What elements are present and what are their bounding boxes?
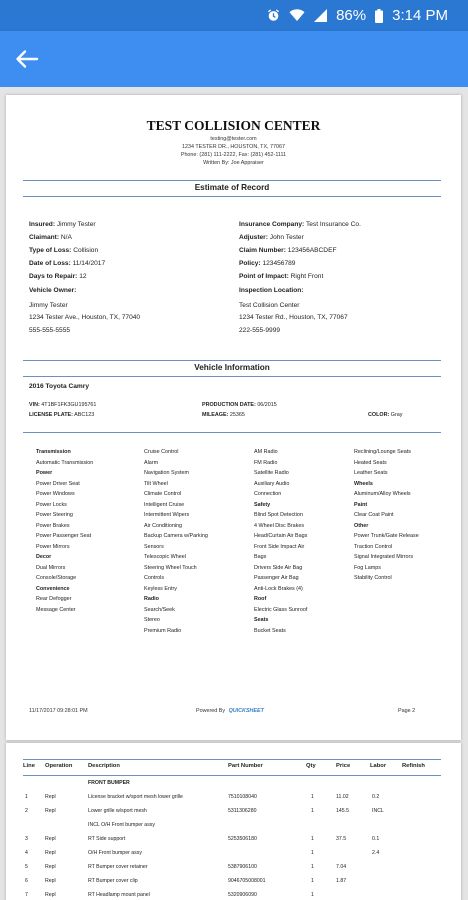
option-item: Connection [254, 491, 282, 497]
column-header: Labor [370, 763, 387, 769]
table-cell-desc: License bracket w/sport mesh lower grille [88, 794, 183, 800]
table-cell-desc: RT Bumper cover clip [88, 878, 138, 884]
option-item: Climate Control [144, 491, 182, 497]
option-item: Automatic Transmission [36, 459, 94, 466]
estimate-field [29, 287, 76, 294]
table-cell-price: 145.5 [336, 808, 349, 814]
field-label: Point of Impact: [239, 273, 289, 280]
owner-address: 1234 Tester Ave., Houston, TX, 77040 [29, 314, 141, 321]
option-item: Anti-Lock Brakes (4) [254, 585, 303, 592]
estimate-field [239, 273, 323, 280]
table-cell-op: Repl [45, 878, 56, 884]
option-group-heading: Radio [144, 596, 159, 602]
option-item: Steering Wheel Touch [144, 564, 197, 571]
option-item: Premium Radio [144, 627, 182, 634]
divider [23, 360, 441, 361]
inspection-address: 1234 Tester Rd., Houston, TX, 77067 [239, 314, 348, 321]
table-cell-line: 5 [25, 864, 28, 870]
wifi-icon [289, 9, 305, 22]
company-phone: Phone: (281) 111-2222, Fax: (281) 452-1111 [180, 152, 287, 158]
license-plate: LICENSE PLATE: ABC123 [29, 412, 95, 418]
table-cell-line: 1 [25, 794, 28, 800]
option-item: Power Locks [36, 501, 67, 508]
estimate-field [29, 234, 72, 241]
mileage: MILEAGE: 25365 [202, 412, 245, 418]
option-item: Reclining/Lounge Seats [354, 449, 411, 455]
field-value: Test Insurance Co. [305, 221, 361, 228]
option-item: Blind Spot Detection [254, 512, 303, 518]
section-estimate-heading: Estimate of Record [194, 183, 270, 192]
table-cell-qty: 1 [311, 878, 314, 884]
table-cell-line: 2 [25, 808, 28, 814]
battery-icon [375, 9, 383, 23]
option-item: Intermittent Wipers [144, 512, 190, 518]
option-group-heading: Other [354, 522, 369, 529]
option-item: Message Center [36, 606, 76, 613]
field-label: Insured: [29, 221, 56, 228]
option-item: Aluminum/Alloy Wheels [354, 491, 411, 497]
option-item: Search/Seek [144, 606, 175, 613]
option-item: AM Radio [254, 449, 278, 455]
table-cell-line: 4 [25, 850, 28, 856]
table-cell-op: Repl [45, 850, 56, 856]
option-group-heading: Wheels [354, 480, 373, 487]
option-item: Telescopic Wheel [144, 554, 186, 560]
field-label: Claim Number: [239, 247, 286, 254]
option-item: Heated Seats [354, 459, 387, 466]
arrow-left-icon [15, 49, 39, 69]
option-group-heading: Transmission [36, 449, 71, 455]
inspection-name: Test Collision Center [239, 302, 300, 309]
option-group-heading: Paint [354, 501, 368, 508]
table-cell-labor: INCL [372, 808, 384, 814]
table-cell-op: Repl [45, 864, 56, 870]
option-item: Fog Lamps [354, 564, 381, 571]
option-item: Navigation System [144, 470, 189, 476]
vehicle-color: COLOR: Gray [368, 412, 403, 418]
estimate-field [239, 287, 303, 294]
column-header: Refinish [402, 763, 425, 769]
option-item: Power Steering [36, 512, 73, 518]
field-label: Inspection Location: [239, 287, 304, 294]
table-cell-part: 7510108040 [228, 794, 257, 800]
table-cell-desc: O/H Front bumper assy [88, 850, 142, 856]
option-item: FM Radio [254, 459, 278, 466]
table-cell-part: 5253506180 [228, 836, 257, 842]
option-item: Power Passenger Seat [36, 533, 92, 539]
document-viewer[interactable] [0, 87, 468, 900]
table-cell-labor: 2.4 [372, 850, 380, 856]
table-cell-line: 7 [25, 892, 28, 898]
option-item: Drivers Side Air Bag [254, 564, 303, 571]
option-item: Power Brakes [36, 522, 70, 529]
footer-timestamp: 11/17/2017 09:28:01 PM [29, 708, 88, 714]
option-item: Auxiliary Audio [254, 480, 290, 487]
option-group-heading: Convenience [36, 585, 70, 592]
divider [23, 775, 441, 776]
table-cell-qty: 1 [311, 864, 314, 870]
column-header: Operation [45, 763, 73, 769]
table-cell-op: Repl [45, 836, 56, 842]
back-button[interactable] [10, 43, 44, 75]
vehicle-name: 2016 Toyota Camry [29, 383, 89, 390]
footer-powered-by: Powered By QUICKSHEET [196, 708, 264, 714]
divider [23, 180, 441, 181]
table-cell-line: 3 [25, 836, 28, 842]
option-group-heading: Decor [36, 554, 52, 560]
option-item: Front Side Impact Air [254, 543, 305, 550]
table-cell-op: Repl [45, 892, 56, 898]
estimate-field [239, 247, 337, 254]
section-vehicle-heading: Vehicle Information [194, 363, 270, 372]
table-cell-part: 5387906100 [228, 864, 257, 870]
field-label: Days to Repair: [29, 273, 78, 280]
company-email: testing@tester.com [210, 136, 257, 142]
option-item: 4 Wheel Disc Brakes [254, 522, 305, 529]
table-cell-price: 1.87 [336, 878, 347, 884]
field-label: Claimant: [29, 234, 60, 241]
option-item: Stability Control [354, 575, 392, 581]
footer-page-number: Page 2 [398, 708, 416, 714]
table-cell-qty: 1 [311, 794, 314, 800]
table-cell-qty: 1 [311, 892, 314, 898]
table-cell-op: Repl [45, 794, 56, 800]
divider [23, 432, 441, 433]
field-value: 123456789 [262, 260, 296, 267]
option-item: Controls [144, 575, 165, 581]
option-item: Cruise Control [144, 449, 179, 455]
column-header: Description [88, 763, 120, 769]
battery-percent: 86% [336, 7, 367, 24]
field-value: Collision [73, 247, 99, 254]
option-group-heading: Roof [254, 596, 267, 602]
option-item: Electric Glass Sunroof [254, 606, 308, 613]
estimate-field [239, 234, 304, 241]
field-value: 11/14/2017 [72, 260, 106, 267]
table-cell-qty: 1 [311, 836, 314, 842]
column-header: Qty [306, 763, 316, 769]
table-cell-desc: Lower grille w/sport mesh [88, 808, 147, 814]
option-item: Backup Camera w/Parking [144, 533, 208, 539]
estimate-field [239, 221, 361, 228]
option-item: Keyless Entry [144, 585, 177, 592]
report-writer: Written By: Joe Appraiser [203, 160, 264, 166]
column-header: Line [23, 763, 35, 769]
divider [23, 196, 441, 197]
table-cell-line: 6 [25, 878, 28, 884]
inspection-phone: 222-555-9999 [239, 327, 281, 334]
divider [23, 759, 441, 760]
field-value: 12 [79, 273, 87, 280]
field-value: John Tester [269, 234, 304, 241]
quicksheet-logo: QUICKSHEET [228, 708, 264, 714]
option-item: Stereo [144, 617, 160, 623]
column-header: Price [336, 763, 351, 769]
field-value: Jimmy Tester [56, 221, 96, 228]
field-value: Right Front [290, 273, 324, 280]
vin: VIN: 4T1BF1FK3GU195761 [29, 402, 97, 408]
option-item: Head/Curtain Air Bags [254, 533, 308, 539]
option-group-heading: Power [36, 470, 53, 476]
table-cell-desc: RT Headlamp mount panel [88, 892, 150, 898]
table-cell-qty: 1 [311, 808, 314, 814]
table-cell-op: Repl [45, 808, 56, 814]
table-cell-desc: RT Side support [88, 836, 126, 842]
clock-time: 3:14 PM [392, 7, 448, 24]
option-item: Alarm [144, 459, 159, 466]
option-item: Traction Control [354, 543, 393, 550]
report-page-lines [6, 743, 461, 900]
option-group-heading: Safety [254, 501, 271, 508]
option-item: Rear Defogger [36, 596, 72, 602]
field-label: Vehicle Owner: [29, 287, 77, 294]
option-item: Satellite Radio [254, 470, 289, 476]
owner-name: Jimmy Tester [29, 302, 68, 309]
field-label: Type of Loss: [29, 247, 72, 254]
option-item: Bags [254, 554, 267, 560]
option-item: Air Conditioning [144, 522, 183, 529]
option-item: Sensors [144, 543, 164, 550]
field-label: Insurance Company: [239, 221, 305, 228]
field-value: N/A [60, 234, 72, 241]
option-item: Intelligent Cruise [144, 501, 185, 508]
app-bar [0, 31, 468, 87]
estimate-field [239, 260, 295, 267]
table-cell-price: 7.04 [336, 864, 347, 870]
table-cell-desc: FRONT BUMPER [88, 780, 130, 786]
option-item: Passenger Air Bag [254, 575, 299, 581]
option-item: Clear Coat Paint [354, 512, 394, 518]
option-item: Dual Mirrors [36, 564, 66, 571]
field-label: Adjuster: [239, 234, 268, 241]
option-item: Console/Storage [36, 575, 77, 581]
report-page [6, 95, 461, 740]
option-item: Power Trunk/Gate Release [354, 533, 419, 539]
option-item: Power Windows [36, 491, 75, 497]
table-cell-desc: INCL O/H Front bumper assy [88, 822, 155, 828]
alarm-icon [267, 9, 280, 22]
option-group-heading: Seats [254, 617, 269, 623]
table-cell-price: 37.5 [336, 836, 347, 842]
option-item: Bucket Seats [254, 627, 286, 634]
estimate-field [29, 273, 87, 280]
option-item: Power Driver Seat [36, 480, 80, 487]
status-bar [0, 0, 468, 31]
table-cell-part: 5320906090 [228, 892, 257, 898]
table-cell-desc: RT Bumper cover retainer [88, 864, 148, 870]
option-item: Signal Integrated Mirrors [354, 554, 414, 560]
table-cell-part: 5311306280 [228, 808, 257, 814]
divider [23, 376, 441, 377]
table-cell-qty: 1 [311, 850, 314, 856]
production-date: PRODUCTION DATE: 06/2015 [202, 402, 277, 408]
option-item: Leather Seats [354, 470, 388, 476]
company-address: 1234 TESTER DR., HOUSTON, TX, 77067 [181, 144, 286, 150]
table-cell-part: 9046705008001 [228, 878, 266, 884]
field-label: Policy: [239, 260, 261, 267]
option-item: Power Mirrors [36, 543, 70, 550]
field-label: Date of Loss: [29, 260, 71, 267]
column-header: Part Number [228, 763, 263, 769]
table-cell-labor: 0.2 [372, 794, 380, 800]
option-item: Tilt Wheel [144, 480, 168, 487]
field-value: 123456ABCDEF [287, 247, 337, 254]
estimate-field [29, 247, 98, 254]
estimate-field [29, 260, 105, 267]
owner-phone: 555-555-5555 [29, 327, 71, 334]
signal-icon [314, 9, 327, 22]
table-cell-labor: 0.1 [372, 836, 380, 842]
table-cell-price: 11.02 [336, 794, 349, 800]
estimate-field [29, 221, 96, 228]
company-name: TEST COLLISION CENTER [146, 118, 321, 133]
